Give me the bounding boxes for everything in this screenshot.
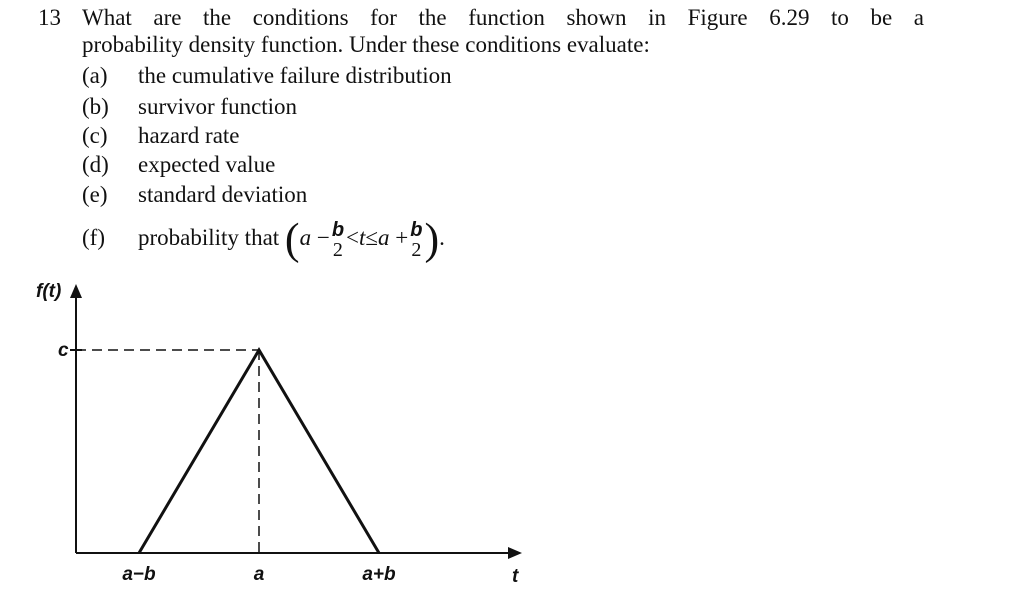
frac-num: b (331, 218, 345, 241)
part-d (82, 151, 275, 179)
frac-den: 2 (411, 238, 422, 261)
part-label: (e) (82, 182, 108, 207)
y-axis-arrow (70, 284, 82, 298)
probability-expression (284, 214, 445, 264)
tick-label-a: a (253, 564, 265, 585)
open-paren: ( (284, 214, 300, 264)
part-text: the cumulative failure distribution (138, 63, 452, 88)
x-axis-label: t (512, 566, 519, 587)
question-text (82, 4, 924, 58)
close-paren: ) (424, 214, 440, 264)
fraction-b-over-2 (410, 220, 422, 260)
part-e (82, 181, 307, 209)
frac-num: b (410, 218, 423, 241)
expr-a2: a (378, 225, 390, 250)
expr-t: t (359, 225, 366, 250)
triangular-pdf-figure (0, 270, 560, 592)
part-b (82, 93, 297, 121)
part-label: (f) (82, 225, 105, 250)
part-text: hazard rate (138, 123, 240, 148)
y-axis-label: f(t) (36, 281, 62, 302)
x-axis-arrow (508, 547, 522, 559)
question-number: 13 (38, 5, 61, 30)
part-text: expected value (138, 152, 276, 177)
part-c (82, 122, 240, 150)
part-text: survivor function (138, 94, 298, 119)
c-label: c (58, 340, 69, 361)
part-label: (b) (82, 94, 109, 119)
part-a (82, 62, 452, 90)
expr-plus: + (395, 225, 409, 250)
part-label: (a) (82, 63, 108, 88)
part-text: probability that (138, 225, 280, 250)
part-label: (c) (82, 123, 108, 148)
part-f (82, 214, 445, 262)
question-line-2: probability density function. Under these conditions evaluate: (82, 32, 650, 57)
expr-period: . (439, 225, 445, 250)
expr-lt: < (346, 225, 360, 250)
fraction-b-over-2 (332, 220, 344, 260)
expr-minus: − (316, 225, 330, 250)
tick-label-a-minus-b: a−b (122, 564, 156, 585)
tick-label-a-plus-b: a+b (362, 564, 396, 585)
part-label: (d) (82, 152, 109, 177)
part-text: standard deviation (138, 182, 308, 207)
question-line-1: What are the conditions for the function shown in Figure 6.29 to be a (82, 5, 924, 30)
frac-den: 2 (332, 238, 343, 261)
expr-le: ≤ (365, 225, 379, 250)
expr-a1: a (299, 225, 312, 250)
